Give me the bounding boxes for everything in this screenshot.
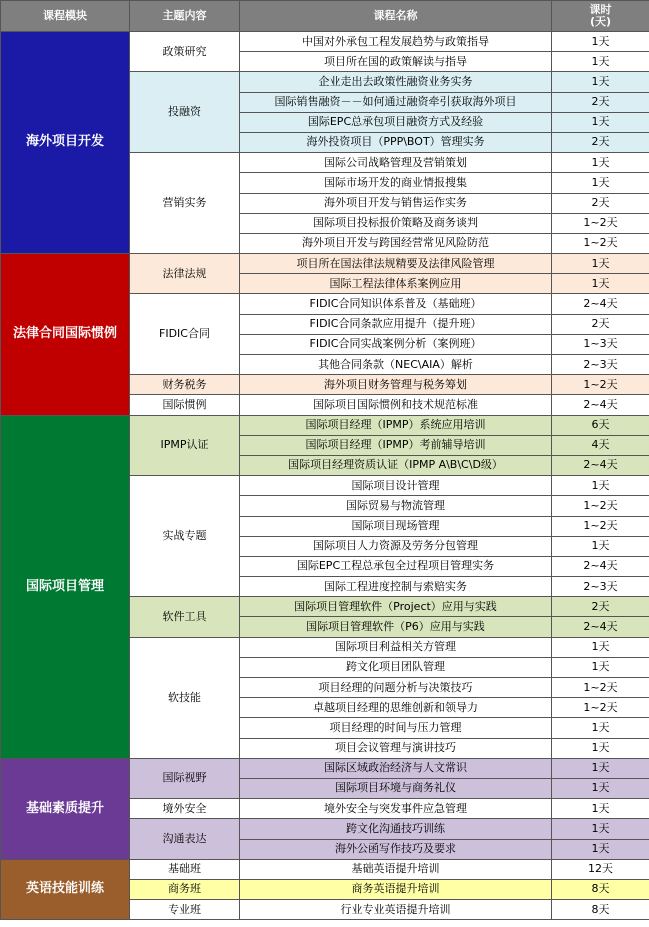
theme-cell: 沟通表达 bbox=[130, 819, 240, 859]
course-days-cell: 1天 bbox=[552, 32, 649, 52]
theme-cell: 商务班 bbox=[130, 879, 240, 899]
course-name-cell: 国际工程法律体系案例应用 bbox=[240, 274, 552, 294]
course-name-cell: 海外公函写作技巧及要求 bbox=[240, 839, 552, 859]
course-days-cell: 1天 bbox=[552, 254, 649, 274]
theme-cell: 国际惯例 bbox=[130, 395, 240, 415]
course-days-cell: 1~2天 bbox=[552, 496, 649, 516]
course-name-cell: 跨文化项目团队管理 bbox=[240, 657, 552, 677]
course-name-cell: 境外安全与突发事件应急管理 bbox=[240, 799, 552, 819]
module-cell: 国际项目管理 bbox=[1, 415, 130, 758]
theme-cell: 实战专题 bbox=[130, 476, 240, 597]
table-row bbox=[1, 758, 649, 778]
header-module: 课程模块 bbox=[1, 1, 130, 32]
course-name-cell: 国际项目管理软件（P6）应用与实践 bbox=[240, 617, 552, 637]
module-cell: 英语技能训练 bbox=[1, 859, 130, 920]
theme-cell: 投融资 bbox=[130, 72, 240, 153]
course-name-cell: 国际销售融资－－如何通过融资牵引获取海外项目 bbox=[240, 92, 552, 112]
course-days-cell: 2天 bbox=[552, 92, 649, 112]
header-days-line2: (天) bbox=[589, 15, 612, 28]
course-name-cell: 商务英语提升培训 bbox=[240, 879, 552, 899]
course-name-cell: FIDIC合同实战案例分析（案例班） bbox=[240, 334, 552, 354]
course-name-cell: 国际项目管理软件（Project）应用与实践 bbox=[240, 597, 552, 617]
course-days-cell: 2天 bbox=[552, 597, 649, 617]
course-days-cell: 1天 bbox=[552, 72, 649, 92]
theme-cell: 政策研究 bbox=[130, 32, 240, 72]
module-cell: 法律合同国际惯例 bbox=[1, 254, 130, 416]
theme-cell: 财务税务 bbox=[130, 375, 240, 395]
course-name-cell: 国际区域政治经济与人文常识 bbox=[240, 758, 552, 778]
course-name-cell: 国际项目设计管理 bbox=[240, 476, 552, 496]
course-days-cell: 2~4天 bbox=[552, 395, 649, 415]
course-days-cell: 12天 bbox=[552, 859, 649, 879]
course-days-cell: 1天 bbox=[552, 799, 649, 819]
course-name-cell: FIDIC合同条款应用提升（提升班） bbox=[240, 314, 552, 334]
course-days-cell: 1天 bbox=[552, 738, 649, 758]
course-days-cell: 1天 bbox=[552, 819, 649, 839]
course-days-cell: 2天 bbox=[552, 132, 649, 152]
course-days-cell: 1~2天 bbox=[552, 698, 649, 718]
course-name-cell: 国际项目经理（IPMP）系统应用培训 bbox=[240, 415, 552, 435]
course-days-cell: 1~2天 bbox=[552, 678, 649, 698]
course-name-cell: FIDIC合同知识体系普及（基础班） bbox=[240, 294, 552, 314]
course-name-cell: 跨文化沟通技巧训练 bbox=[240, 819, 552, 839]
course-name-cell: 国际项目现场管理 bbox=[240, 516, 552, 536]
course-days-cell: 1~2天 bbox=[552, 233, 649, 253]
course-name-cell: 项目所在国的政策解读与指导 bbox=[240, 52, 552, 72]
course-days-cell: 2~4天 bbox=[552, 294, 649, 314]
course-days-cell: 1天 bbox=[552, 839, 649, 859]
course-days-cell: 4天 bbox=[552, 435, 649, 455]
course-days-cell: 1天 bbox=[552, 758, 649, 778]
course-days-cell: 2~4天 bbox=[552, 455, 649, 475]
header-days-line1: 课时 bbox=[589, 2, 612, 16]
theme-cell: 软技能 bbox=[130, 637, 240, 758]
course-days-cell: 1天 bbox=[552, 173, 649, 193]
course-days-cell: 1~2天 bbox=[552, 516, 649, 536]
theme-cell: 基础班 bbox=[130, 859, 240, 879]
course-name-cell: 国际市场开发的商业情报搜集 bbox=[240, 173, 552, 193]
course-name-cell: 海外投资项目（PPP\BOT）管理实务 bbox=[240, 132, 552, 152]
course-days-cell: 1~2天 bbox=[552, 375, 649, 395]
course-name-cell: 海外项目开发与跨国经营常见风险防范 bbox=[240, 233, 552, 253]
course-days-cell: 1天 bbox=[552, 476, 649, 496]
course-name-cell: 国际工程进度控制与索赔实务 bbox=[240, 577, 552, 597]
theme-cell: 软件工具 bbox=[130, 597, 240, 637]
table-row bbox=[1, 859, 649, 879]
theme-cell: 营销实务 bbox=[130, 153, 240, 254]
course-days-cell: 1天 bbox=[552, 657, 649, 677]
course-name-cell: 企业走出去政策性融资业务实务 bbox=[240, 72, 552, 92]
course-days-cell: 2~3天 bbox=[552, 577, 649, 597]
course-name-cell: 中国对外承包工程发展趋势与政策指导 bbox=[240, 32, 552, 52]
course-days-cell: 6天 bbox=[552, 415, 649, 435]
table-row bbox=[1, 254, 649, 274]
course-days-cell: 1天 bbox=[552, 112, 649, 132]
course-days-cell: 1天 bbox=[552, 153, 649, 173]
course-name-cell: 国际EPC工程总承包全过程项目管理实务 bbox=[240, 556, 552, 576]
theme-cell: FIDIC合同 bbox=[130, 294, 240, 375]
header-row bbox=[1, 1, 649, 32]
theme-cell: 国际视野 bbox=[130, 758, 240, 798]
course-name-cell: 行业专业英语提升培训 bbox=[240, 900, 552, 920]
course-days-cell: 1天 bbox=[552, 778, 649, 798]
course-name-cell: 项目会议管理与演讲技巧 bbox=[240, 738, 552, 758]
header-course-name: 课程名称 bbox=[240, 1, 552, 32]
course-days-cell: 1天 bbox=[552, 718, 649, 738]
course-name-cell: 国际项目利益相关方管理 bbox=[240, 637, 552, 657]
course-name-cell: 项目所在国法律法规精要及法律风险管理 bbox=[240, 254, 552, 274]
course-body bbox=[1, 32, 649, 920]
header-days bbox=[552, 1, 649, 32]
table-row bbox=[1, 32, 649, 52]
course-days-cell: 2~4天 bbox=[552, 617, 649, 637]
theme-cell: 境外安全 bbox=[130, 799, 240, 819]
module-cell: 海外项目开发 bbox=[1, 32, 130, 254]
table-row bbox=[1, 415, 649, 435]
course-name-cell: 基础英语提升培训 bbox=[240, 859, 552, 879]
course-name-cell: 国际项目经理（IPMP）考前辅导培训 bbox=[240, 435, 552, 455]
module-cell: 基础素质提升 bbox=[1, 758, 130, 859]
theme-cell: 法律法规 bbox=[130, 254, 240, 294]
course-days-cell: 8天 bbox=[552, 900, 649, 920]
theme-cell: 专业班 bbox=[130, 900, 240, 920]
course-days-cell: 2天 bbox=[552, 314, 649, 334]
course-name-cell: 国际公司战略管理及营销策划 bbox=[240, 153, 552, 173]
course-name-cell: 国际项目投标报价策略及商务谈判 bbox=[240, 213, 552, 233]
course-name-cell: 国际EPC总承包项目融资方式及经验 bbox=[240, 112, 552, 132]
course-name-cell: 国际贸易与物流管理 bbox=[240, 496, 552, 516]
course-name-cell: 国际项目人力资源及劳务分包管理 bbox=[240, 536, 552, 556]
course-name-cell: 国际项目国际惯例和技术规范标准 bbox=[240, 395, 552, 415]
course-days-cell: 1天 bbox=[552, 536, 649, 556]
course-days-cell: 1~3天 bbox=[552, 334, 649, 354]
course-days-cell: 2~4天 bbox=[552, 556, 649, 576]
course-name-cell: 海外项目开发与销售运作实务 bbox=[240, 193, 552, 213]
course-days-cell: 2天 bbox=[552, 193, 649, 213]
course-days-cell: 1天 bbox=[552, 637, 649, 657]
course-name-cell: 海外项目财务管理与税务筹划 bbox=[240, 375, 552, 395]
course-name-cell: 项目经理的问题分析与决策技巧 bbox=[240, 678, 552, 698]
course-days-cell: 8天 bbox=[552, 879, 649, 899]
course-days-cell: 1天 bbox=[552, 52, 649, 72]
course-name-cell: 卓越项目经理的思维创新和领导力 bbox=[240, 698, 552, 718]
course-days-cell: 1~2天 bbox=[552, 213, 649, 233]
course-days-cell: 2~3天 bbox=[552, 355, 649, 375]
course-name-cell: 国际项目经理资质认证（IPMP A\B\C\D级） bbox=[240, 455, 552, 475]
header-theme: 主题内容 bbox=[130, 1, 240, 32]
theme-cell: IPMP认证 bbox=[130, 415, 240, 476]
course-days-cell: 1天 bbox=[552, 274, 649, 294]
course-name-cell: 其他合同条款（NEC\AIA）解析 bbox=[240, 355, 552, 375]
course-name-cell: 项目经理的时间与压力管理 bbox=[240, 718, 552, 738]
course-name-cell: 国际项目环境与商务礼仪 bbox=[240, 778, 552, 798]
